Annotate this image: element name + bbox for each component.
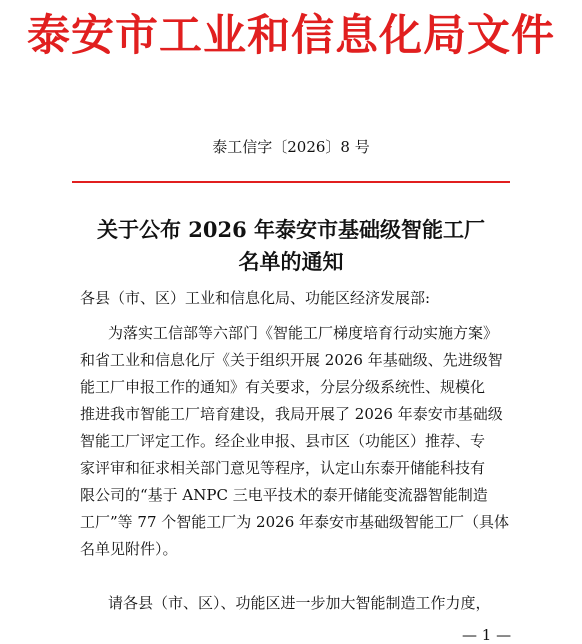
paragraph-line: 能工厂申报工作的通知》有关要求，分层分级系统性、规模化 (80, 378, 486, 396)
notice-title-line-2: 名单的通知 (238, 249, 344, 274)
document-number: 泰工信字〔2026〕8 号 (212, 138, 370, 156)
paragraph-line: 名单见附件）。 (80, 540, 178, 558)
issuing-agency-header: 泰安市工业和信息化局文件 (27, 11, 555, 61)
paragraph-line: 和省工业和信息化厅《关于组织开展 2026 年基础级、先进级智 (80, 351, 503, 369)
paragraph-line: 智能工厂评定工作。经企业申报、县市区（功能区）推荐、专 (80, 432, 486, 450)
body-paragraph-1 (80, 320, 520, 563)
notice-title-line-1: 关于公布 2026 年泰安市基础级智能工厂 (96, 217, 486, 242)
page-number: — 1 — (462, 626, 512, 644)
paragraph-line: 推进我市智能工厂培育建设，我局开展了 2026 年泰安市基础级 (80, 405, 503, 423)
body-paragraph-2 (80, 590, 520, 617)
paragraph-line: 家评审和征求相关部门意见等程序，认定山东泰开储能科技有 (80, 459, 486, 477)
paragraph-line: 工厂”等 77 个智能工厂为 2026 年泰安市基础级智能工厂（具体 (80, 513, 510, 531)
notice-title (0, 214, 582, 278)
addressee-line: 各县（市、区）工业和信息化局、功能区经济发展部: (80, 289, 431, 307)
paragraph-line: 请各县（市、区）、功能区进一步加大智能制造工作力度， (108, 594, 491, 612)
red-separator-line (72, 181, 510, 183)
paragraph-line: 为落实工信部等六部门《智能工厂梯度培育行动实施方案》 (108, 324, 499, 342)
paragraph-line: 限公司的“基于 ANPC 三电平技术的泰开储能变流器智能制造 (80, 486, 488, 504)
